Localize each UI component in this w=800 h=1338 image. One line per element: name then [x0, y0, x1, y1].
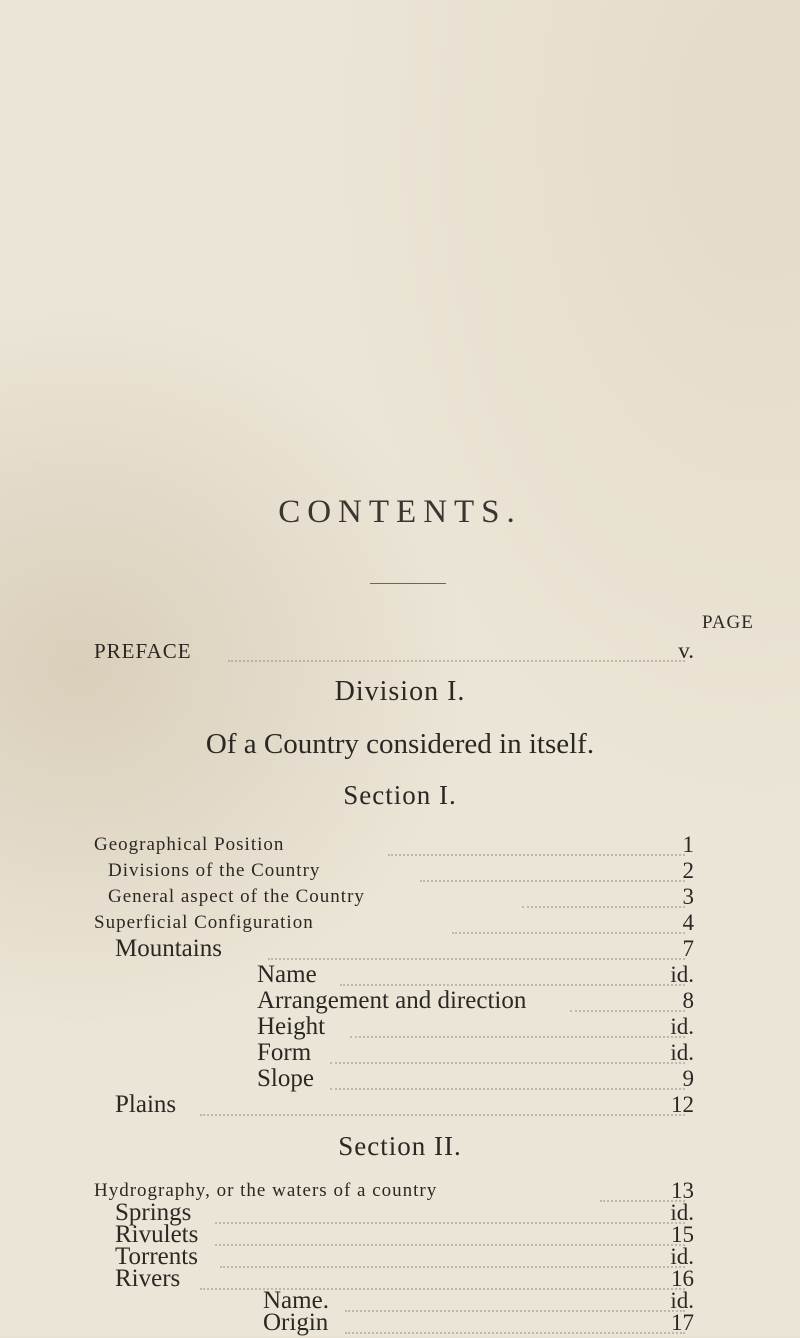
toc-entry-label: PREFACE — [94, 639, 192, 663]
toc-entry-label: Superficial Configuration — [94, 912, 314, 933]
toc-entry — [0, 1090, 800, 1120]
toc-entry-page: 2 — [682, 858, 694, 883]
toc-entry-label: Origin — [263, 1309, 329, 1336]
toc-entry-page: v. — [678, 638, 694, 663]
toc-entry-label: Name. — [263, 1287, 329, 1314]
leader-dots — [452, 912, 685, 934]
leader-dots — [388, 834, 685, 856]
toc-entry — [0, 1308, 800, 1338]
toc-entry-page: 4 — [682, 910, 694, 935]
section-1-heading: Section I. — [343, 780, 457, 810]
leader-dots — [420, 860, 685, 882]
toc-entry-page: 7 — [682, 936, 694, 961]
toc-entry-page: 16 — [671, 1266, 694, 1291]
toc-entry-label: Plains — [115, 1091, 177, 1118]
toc-entry-page: id. — [670, 1244, 694, 1269]
toc-entry-label: Rivulets — [115, 1221, 199, 1248]
leader-dots — [330, 1042, 685, 1064]
toc-entry-preface — [0, 636, 800, 666]
toc-entry-label: Springs — [115, 1199, 192, 1226]
toc-entry-page: id. — [670, 1040, 694, 1065]
toc-entry-page: 8 — [682, 988, 694, 1013]
toc-entry-label: Form — [257, 1039, 312, 1066]
title-rule — [370, 583, 446, 584]
toc-entry-label: Height — [257, 1013, 326, 1040]
toc-entry-page: 9 — [682, 1066, 694, 1091]
toc-entry-label: Rivers — [115, 1265, 181, 1292]
leader-dots — [268, 938, 685, 960]
toc-entry-label: Name — [257, 961, 317, 988]
toc-entry-page: 3 — [682, 884, 694, 909]
toc-entry-page: 1 — [682, 832, 694, 857]
toc-entry-label: Mountains — [115, 935, 222, 962]
leader-dots — [330, 1068, 685, 1090]
toc-entry-page: id. — [670, 962, 694, 987]
page-column-label: PAGE — [702, 612, 754, 633]
toc-entry-label: Slope — [257, 1065, 314, 1092]
leader-dots — [200, 1094, 685, 1116]
toc-entry-page: id. — [670, 1200, 694, 1225]
leader-dots — [345, 1312, 685, 1334]
toc-entry-label: Arrangement and direction — [257, 987, 527, 1014]
toc-entry-page: 17 — [671, 1310, 694, 1335]
division-heading: Division I. — [334, 676, 466, 707]
division-subtitle: Of a Country considered in itself. — [205, 728, 595, 760]
toc-entry-page: 13 — [671, 1178, 694, 1203]
leader-dots — [340, 964, 685, 986]
leader-dots — [570, 990, 685, 1012]
toc-entry-label: Hydrography, or the waters of a country — [94, 1180, 438, 1201]
page-title: CONTENTS. — [278, 494, 522, 530]
toc-entry-label: Geographical Position — [94, 834, 285, 855]
section-2-heading: Section II. — [338, 1131, 462, 1161]
leader-dots — [350, 1016, 685, 1038]
toc-entry-label: Torrents — [115, 1243, 198, 1270]
toc-entry-page: id. — [670, 1288, 694, 1313]
toc-entry-page: 12 — [671, 1092, 694, 1117]
toc-entry-page: 15 — [671, 1222, 694, 1247]
toc-entry-label: General aspect of the Country — [108, 886, 365, 907]
leader-dots — [522, 886, 685, 908]
toc-entry-label: Divisions of the Country — [108, 860, 321, 881]
toc-entry-page: id. — [670, 1014, 694, 1039]
leader-dots — [228, 640, 685, 662]
